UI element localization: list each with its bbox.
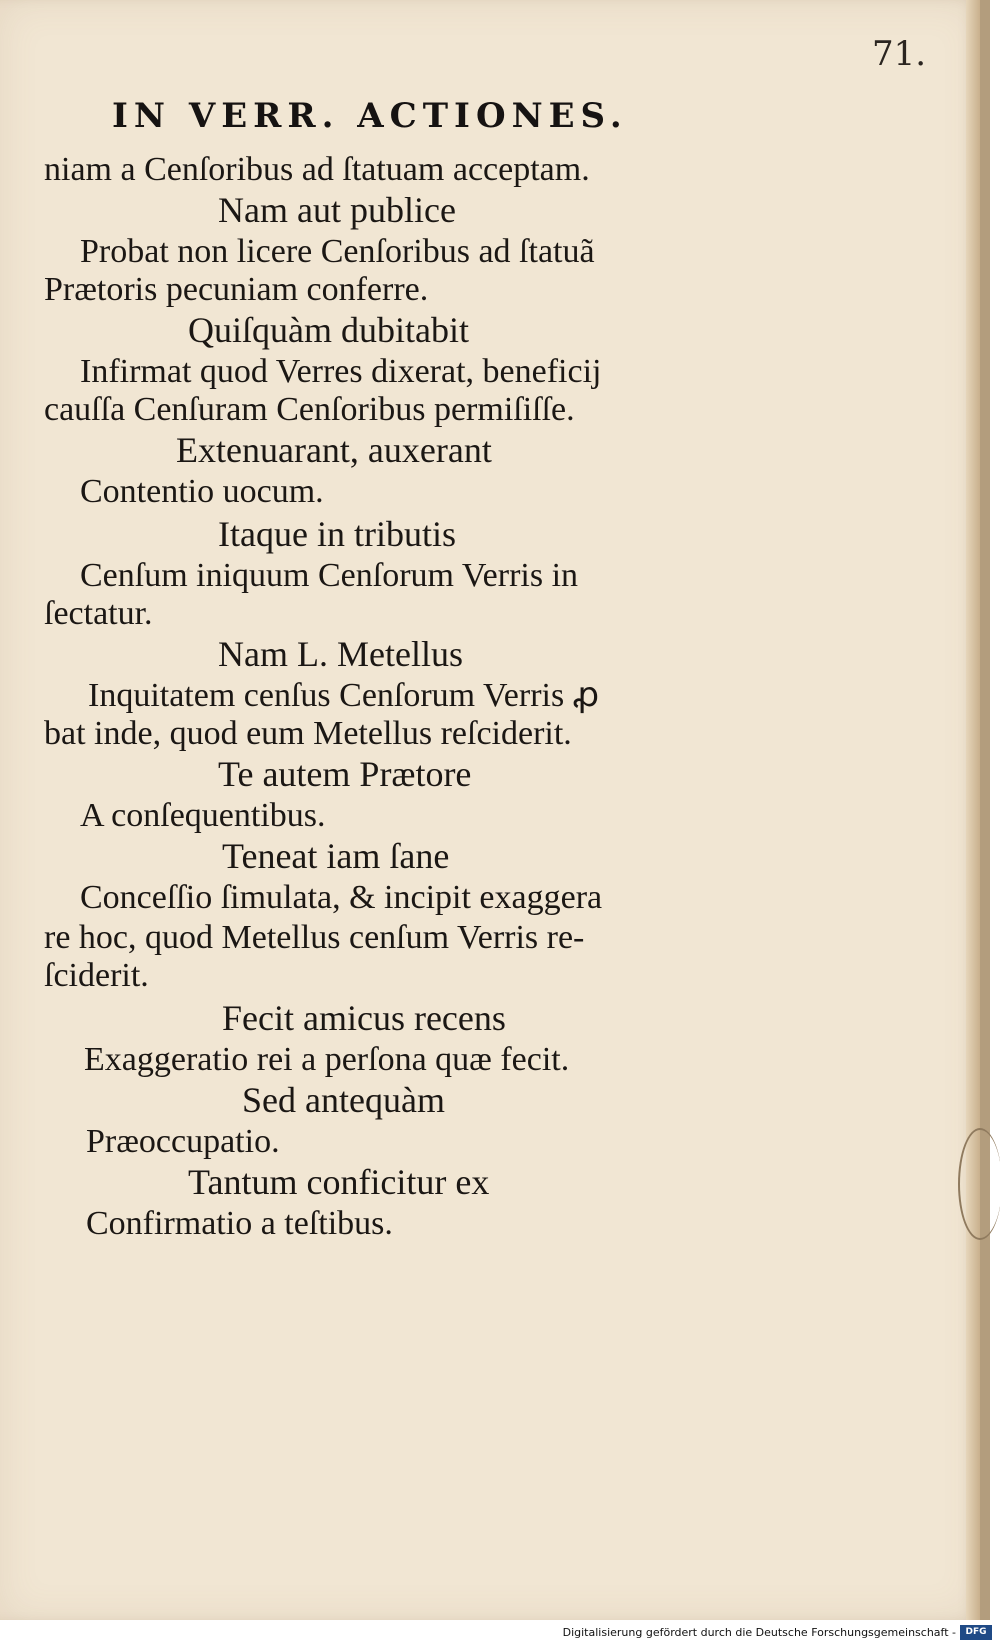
funding-credit: Digitalisierung gefördert durch die Deutsche Forschungsgemeinschaft - — [562, 1626, 956, 1639]
folio-number: 71. — [872, 34, 927, 74]
text-line: Exaggeratio rei a perſona quæ fecit. — [84, 1041, 570, 1078]
text-line: ſectatur. — [44, 595, 153, 632]
digitization-footer — [0, 1620, 1000, 1646]
text-line: Præoccupatio. — [86, 1123, 280, 1160]
book-clasp — [958, 1128, 1000, 1240]
text-line: re hoc, quod Metellus cenſum Verris re- — [44, 919, 585, 956]
text-line: Cenſum iniquum Cenſorum Verris in — [80, 557, 579, 594]
text-line: Probat non licere Cenſoribus ad ſtatuã — [80, 233, 595, 270]
lemma-line: Tantum conficitur ex — [188, 1162, 490, 1202]
text-line: Infirmat quod Verres dixerat, beneficij — [80, 353, 602, 390]
lemma-line: Nam L. Metellus — [218, 634, 463, 674]
text-line: Conceſſio ſimulata, & incipit exaggera — [80, 879, 603, 916]
running-head: IN VERR. ACTIONES. — [112, 96, 628, 136]
lemma-line: Sed antequàm — [242, 1080, 445, 1120]
text-line: Prætoris pecuniam conferre. — [44, 271, 429, 308]
text-line: A conſequentibus. — [80, 797, 326, 834]
dfg-logo: DFG — [960, 1625, 992, 1640]
text-line: Confirmatio a teſtibus. — [86, 1205, 393, 1242]
page-edge — [966, 0, 980, 1620]
text-line: ſciderit. — [44, 957, 149, 994]
lemma-line: Teneat iam ſane — [222, 836, 450, 876]
lemma-line: Extenuarant, auxerant — [176, 430, 492, 470]
lemma-line: Te autem Prætore — [218, 754, 472, 794]
lemma-line: Fecit amicus recens — [222, 998, 506, 1038]
lemma-line: Itaque in tributis — [218, 514, 456, 554]
text-line: Contentio uocum. — [80, 473, 324, 510]
text-line: cauſſa Cenſuram Cenſoribus permiſiſſe. — [44, 391, 575, 428]
text-line: bat inde, quod eum Metellus reſciderit. — [44, 715, 572, 752]
text-line: Inquitatem cenſus Cenſorum Verris ꝓ — [88, 677, 600, 714]
lemma-line: Quiſquàm dubitabit — [188, 310, 469, 350]
lemma-line: Nam aut publice — [218, 190, 456, 230]
text-line: niam a Cenſoribus ad ſtatuam acceptam. — [44, 151, 590, 188]
